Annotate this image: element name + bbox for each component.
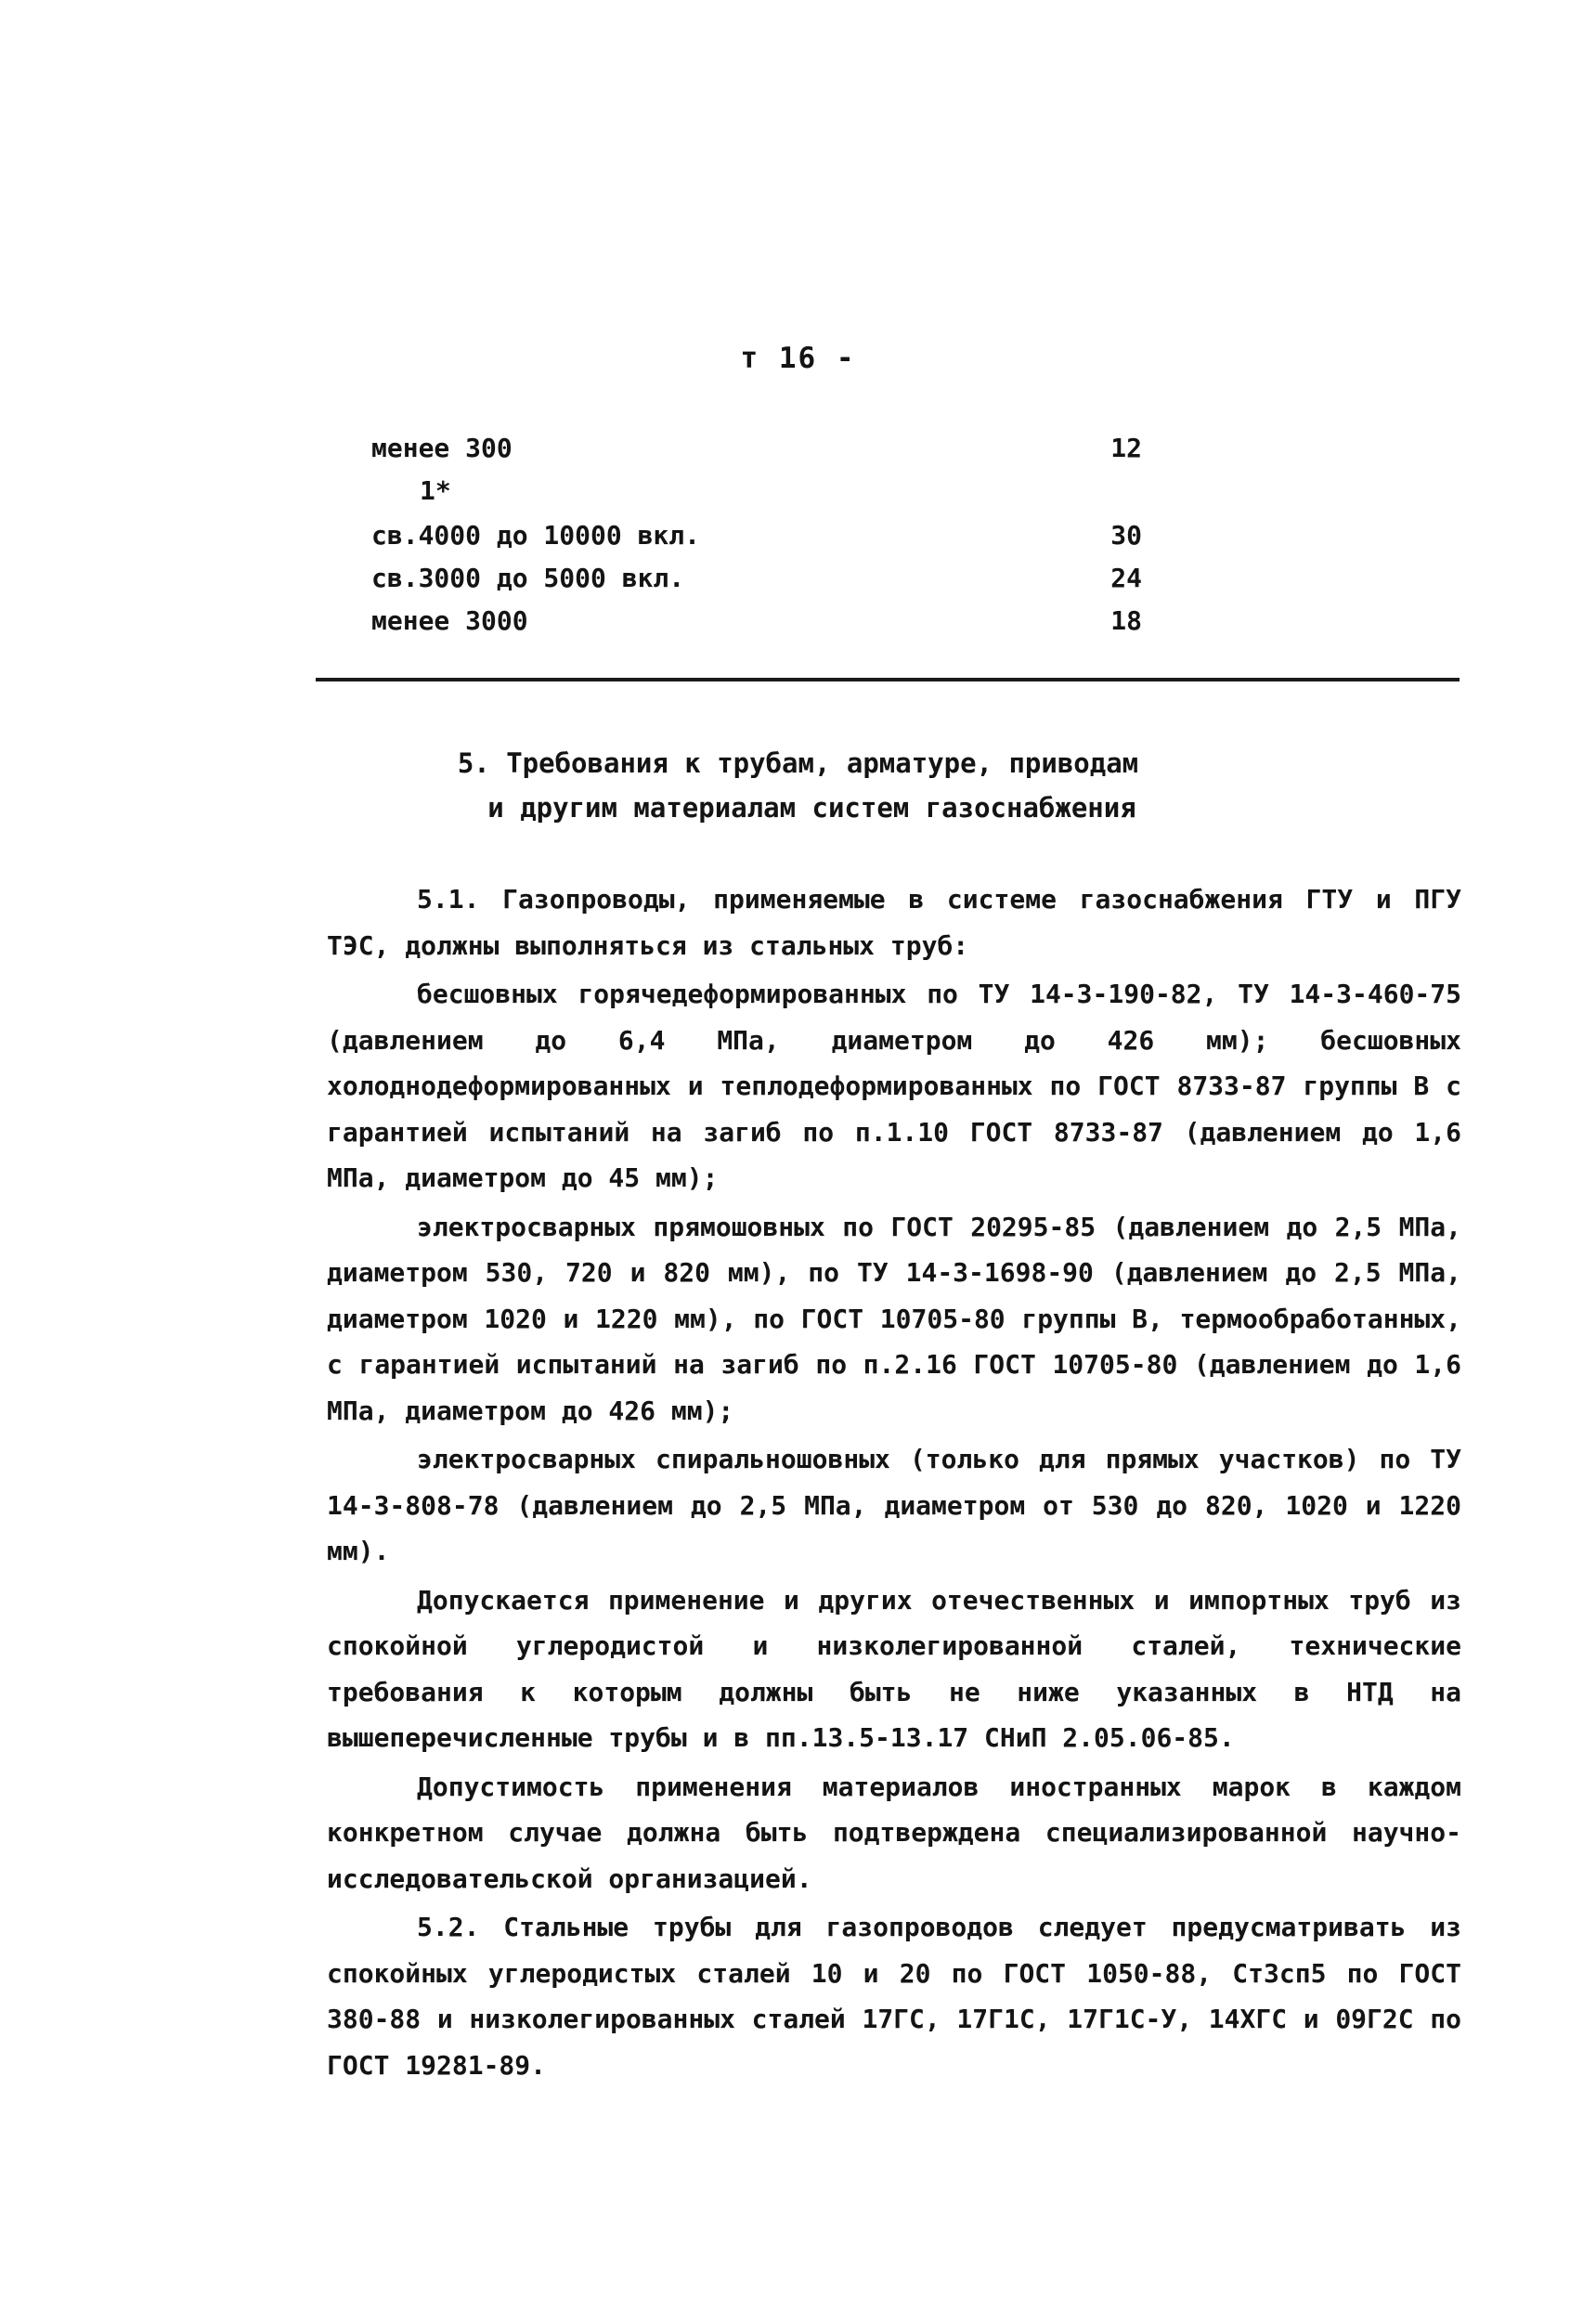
table-row xyxy=(371,475,1142,518)
row-label: менее 3000 xyxy=(371,605,528,636)
table-row xyxy=(371,433,1142,475)
row-label: св.3000 до 5000 вкл. xyxy=(371,563,685,593)
row-value: 12 xyxy=(1110,433,1142,463)
paragraph-5-2: 5.2. Стальные трубы для газопроводов следует предусматривать из спокойных углеродистых сталей 10 и 20 по ГОСТ 1050-88, Ст3сп5 по ГОСТ 380-88 и низколегированных сталей 17ГС, 17Г1С, 17Г1С-У, 14ХГС и 09Г2С по ГОСТ 19281-89. xyxy=(327,1912,1461,2081)
section-heading-line-1: 5. Требования к трубам, арматуре, приводам xyxy=(457,747,1139,779)
row-label: 1* xyxy=(420,475,451,506)
page-number: т 16 - xyxy=(740,342,856,375)
paragraph-straight-seam-pipes: электросварных прямошовных по ГОСТ 20295-85 (давлением до 2,5 МПа, диаметром 530, 720 и 820 мм), по ТУ 14-3-1698-90 (давлением до 2,5 МПа, диаметром 1020 и 1220 мм), по ГОСТ 10705-80 группы В, термообработанных, с гарантией испытаний на загиб по п.2.16 ГОСТ 10705-80 (давлением до 1,6 МПа, диаметром до 426 мм); xyxy=(327,1211,1461,1426)
table-row xyxy=(371,520,1142,563)
row-label: менее 300 xyxy=(371,433,513,463)
body-text xyxy=(327,876,1461,2091)
table-row xyxy=(371,563,1142,605)
paragraph-5-1: 5.1. Газопроводы, применяемые в системе газоснабжения ГТУ и ПГУ ТЭС, должны выполняться из стальных труб: xyxy=(327,884,1461,961)
row-value: 24 xyxy=(1110,563,1142,593)
row-value: 30 xyxy=(1110,520,1142,551)
row-value: 18 xyxy=(1110,605,1142,636)
paragraph-seamless-pipes: бесшовных горячедеформированных по ТУ 14-3-190-82, ТУ 14-3-460-75 (давлением до 6,4 МПа, диаметром до 426 мм); бесшовных холоднодеформированных и теплодеформированных по ГОСТ 8733-87 группы В с гарантией испытаний на загиб по п.1.10 ГОСТ 8733-87 (давлением до 1,6 МПа, диаметром до 45 мм); xyxy=(327,979,1461,1193)
section-heading-line-2: и другим материалам систем газоснабжения xyxy=(487,792,1136,824)
table-bottom-rule xyxy=(316,678,1460,681)
paragraph-foreign-materials: Допустимость применения материалов иностранных марок в каждом конкретном случае должна быть подтверждена специализированной научно-исследовательской организацией. xyxy=(327,1771,1461,1894)
section-heading xyxy=(0,741,1596,830)
table-row xyxy=(371,605,1142,648)
paragraph-spiral-seam-pipes: электросварных спиральношовных (только для прямых участков) по ТУ 14-3-808-78 (давлением до 2,5 МПа, диаметром от 530 до 820, 1020 и 1220 мм). xyxy=(327,1444,1461,1566)
paragraph-other-pipes: Допускается применение и других отечественных и импортных труб из спокойной углеродистой и низколегированной сталей, технические требования к которым должны быть не ниже указанных в НТД на вышеперечисленные трубы и в пп.13.5-13.17 СНиП 2.05.06-85. xyxy=(327,1584,1461,1753)
row-label: св.4000 до 10000 вкл. xyxy=(371,520,701,551)
